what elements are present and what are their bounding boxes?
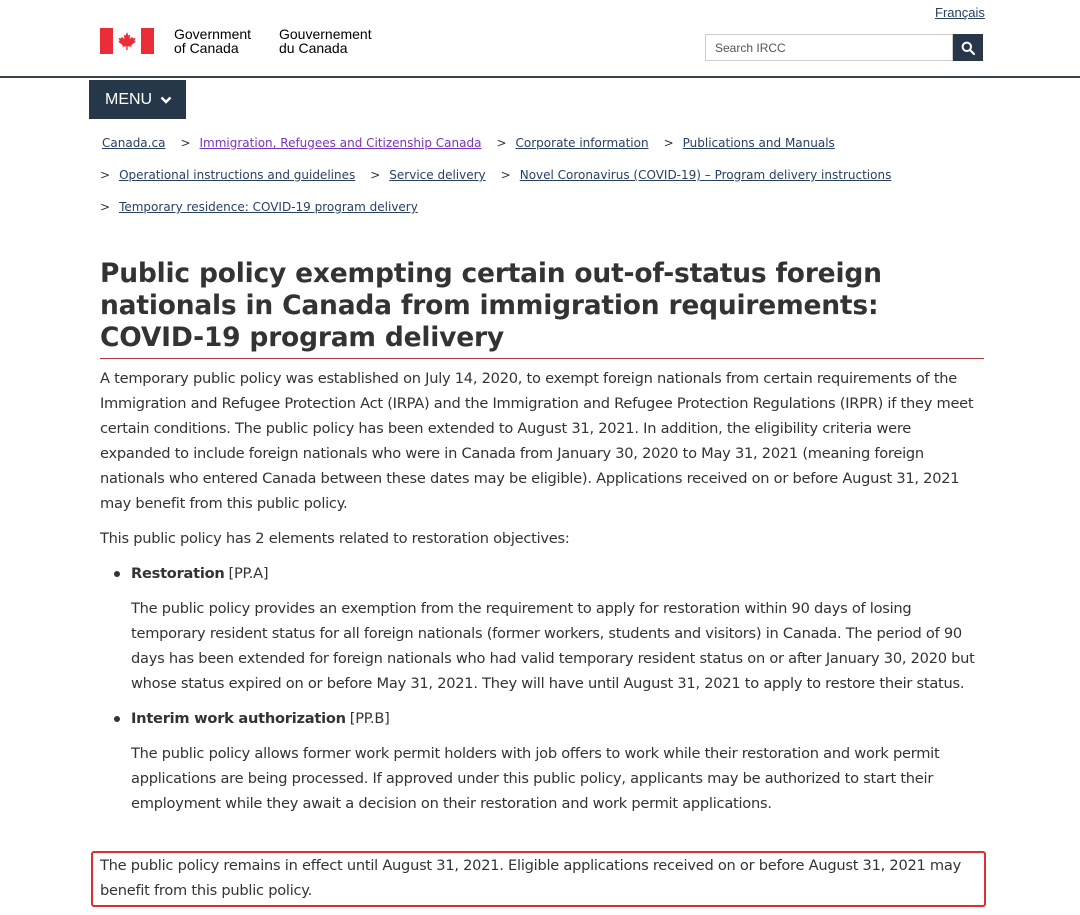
element-ref: [PP.B] — [349, 710, 390, 727]
signature-english: Government of Canada — [174, 26, 252, 56]
element-description: The public policy provides an exemption from the requirement to apply for restoration within 90 days of losing temporary resident status for all foreign nationals (former workers, students and visitors) in Canada. The period of 90 days has been extended for foreign nationals who had valid temporary resident status on or after January 30, 2020 but whose status expired on or before May 31, 2021. They will have until August 31, 2021 to apply to restore their status. — [131, 600, 975, 692]
element-ref: [PP.A] — [228, 565, 269, 582]
breadcrumb-link[interactable]: Canada.ca — [102, 136, 166, 150]
breadcrumb-link[interactable]: Temporary residence: COVID-19 program delivery — [119, 200, 418, 214]
elements-list — [114, 561, 980, 816]
elements-intro: This public policy has 2 elements related to restoration objectives: — [100, 530, 570, 547]
bullet-icon — [114, 571, 120, 577]
header-divider — [0, 76, 1080, 78]
main-content — [100, 366, 980, 826]
language-toggle-link[interactable]: Français — [935, 5, 985, 20]
element-heading: Restoration — [131, 565, 225, 582]
search-input[interactable]: Search IRCC — [705, 34, 953, 61]
breadcrumb-link[interactable]: Immigration, Refugees and Citizenship Canada — [199, 136, 482, 150]
element-description: The public policy allows former work permit holders with job offers to work while their restoration and work permit applications are being processed. If approved under this public policy, applicants may be authorized to start their employment while they await a decision on their restoration and work permit applications. — [131, 745, 940, 812]
intro-paragraph: A temporary public policy was established on July 14, 2020, to exempt foreign nationals from certain requirements of the Immigration and Refugee Protection Act (IRPA) and the Immigration and Refugee Protection Regulations (IRPR) if they meet certain conditions. The public policy has been extended to August 31, 2021. In addition, the eligibility criteria were expanded to include foreign nationals who were in Canada from January 30, 2020 to May 31, 2021 (meaning foreign nationals who entered Canada between these dates may be eligible). Applications received on or before August 31, 2021 may benefit from this public policy. — [100, 370, 974, 512]
government-signature[interactable] — [100, 27, 154, 55]
breadcrumb-link[interactable]: Novel Coronavirus (COVID-19) – Program delivery instructions — [519, 168, 892, 182]
breadcrumb-link[interactable]: Publications and Manuals — [682, 136, 835, 150]
title-underline — [100, 358, 984, 359]
breadcrumb-link[interactable]: Operational instructions and guidelines — [119, 168, 356, 182]
element-heading: Interim work authorization — [131, 710, 346, 727]
search-icon — [961, 41, 975, 55]
signature-french: Gouvernement du Canada — [279, 26, 372, 56]
breadcrumb-link[interactable]: Corporate information — [515, 136, 649, 150]
search-button[interactable] — [953, 34, 983, 61]
chevron-down-icon — [160, 96, 172, 104]
breadcrumb-link[interactable]: Service delivery — [389, 168, 486, 182]
list-item — [114, 561, 980, 696]
bullet-icon — [114, 716, 120, 722]
closing-paragraph: The public policy remains in effect until August 31, 2021. Eligible applications received on or before August 31, 2021 may benefit from this public policy. — [100, 857, 961, 899]
page-title: Public policy exempting certain out-of-status foreign nationals in Canada from immigration requirements: COVID-19 program delivery — [100, 258, 882, 353]
breadcrumb: Canada.ca > Immigration, Refugees and Citizenship Canada > Corporate information > Publications and Manuals > Operational instructions and guidelines > Service delivery > Novel Coronavirus (COVID-19) – Program delivery instructions > Temporary residence: COVID-19 program delivery — [100, 136, 892, 214]
list-item — [114, 706, 980, 816]
menu-button[interactable] — [89, 80, 186, 119]
canada-flag-icon — [100, 28, 154, 54]
menu-label: MENU — [105, 90, 153, 108]
